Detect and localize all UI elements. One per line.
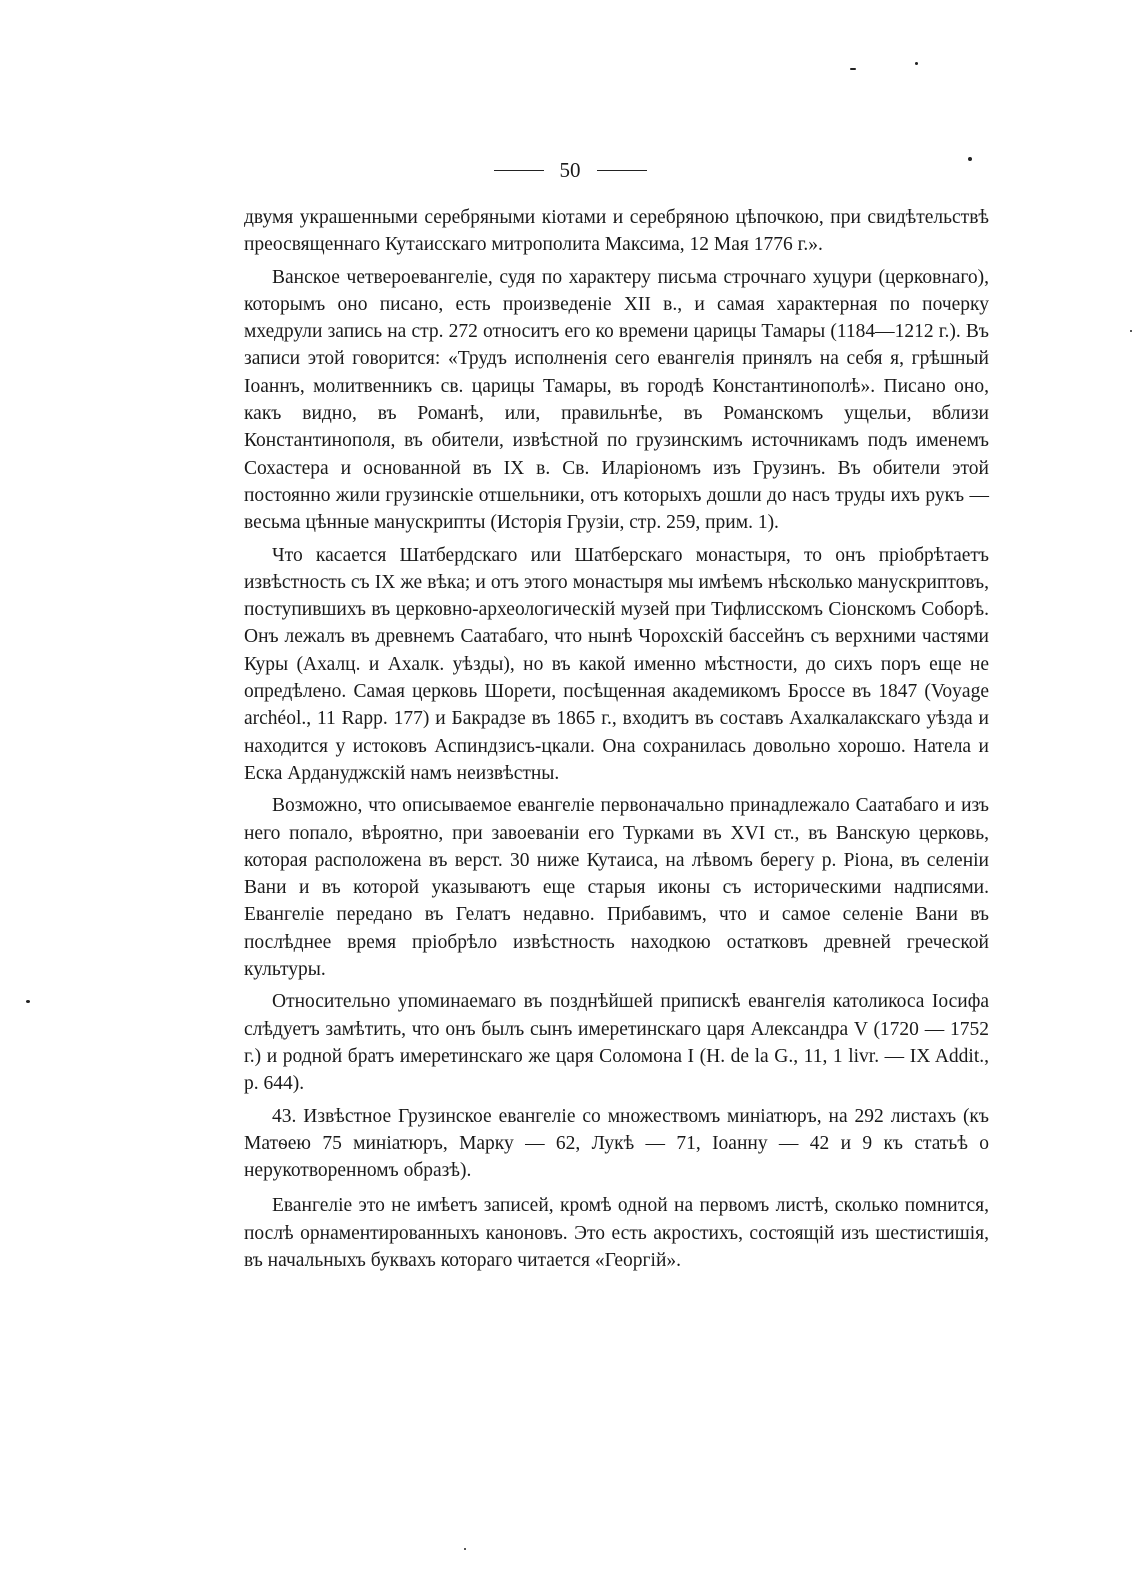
scan-speck [850,68,856,70]
scan-speck [464,1548,466,1550]
header-rule-right [597,170,647,171]
header-rule-left [494,170,544,171]
page-header [0,158,1140,182]
paragraph-7: Евангеліе это не имѣетъ записей, кромѣ одной на первомъ листѣ, сколько помнится, послѣ орнаментированныхъ каноновъ. Это есть акростихъ, состоящій изъ шестистишія, въ начальныхъ буквахъ котораго читается «Георгій». [244,1195,989,1271]
scan-speck [1130,330,1132,332]
paragraph-5: Относительно упоминаемаго въ позднѣйшей припискѣ евангелія католикоса Іосифа слѣдуетъ замѣтить, что онъ былъ сынъ имеретинскаго царя Александра V (1720 — 1752 г.) и родной братъ имеретинскаго же царя Соломона I (H. de la G., 11, 1 livr. — IX Addit., p. 644). [244,991,989,1095]
paragraph-1: двумя украшенными серебряными кіотами и серебряною цѣпочкою, при свидѣтельствѣ преосвященнаго Кутаисскаго митрополита Максима, 12 Мая 1776 г.». [244,207,989,256]
page-number: 50 [559,158,581,182]
scan-speck [968,157,972,161]
paragraph-4: Возможно, что описываемое евангеліе первоначально принадлежало Саатабаго и изъ него попало, вѣроятно, при завоеваніи его Турками въ XVI ст., въ Ванскую церковь, которая расположена въ верст. 30 ниже Кутаиса, на лѣвомъ берегу р. Ріона, въ селеніи Вани и въ которой указываютъ еще старыя иконы съ историческими надписями. Евангеліе передано въ Гелатъ недавно. Прибавимъ, что и самое селеніе Вани въ послѣднее время пріобрѣло извѣстность находкою остатковъ древней греческой культуры. [244,795,989,981]
paragraph-3: Что касается Шатбердскаго или Шатберскаго монастыря, то онъ пріобрѣтаетъ извѣстность съ IX же вѣка; и отъ этого монастыря мы имѣемъ нѣсколько манускриптовъ, поступившихъ въ церковно-археологическій музей при Тифлисскомъ Сіонскомъ Соборѣ. Онъ лежалъ въ древнемъ Саатабаго, что нынѣ Чорохскій бассейнъ съ верхними частями Куры (Ахалц. и Ахалк. уѣзды), но въ какой именно мѣстности, до сихъ поръ еще не опредѣлено. Самая церковь Шорети, посѣщенная академикомъ Броссе въ 1847 (Voyage archéol., 11 Rapp. 177) и Бакрадзе въ 1865 г., входитъ въ составъ Ахалкалакскаго уѣзда и находится у истоковъ Аспиндзисъ-цкали. Она сохранилась довольно хорошо. Натела и Еска Ардануджскій намъ неизвѣстны. [244,544,989,784]
page-body [244,204,989,1279]
paragraph-6: 43. Извѣстное Грузинское евангеліе со множествомъ миніатюръ, на 292 листахъ (къ Матѳею 75 миніатюръ, Марку — 62, Лукѣ — 71, Іоанну — 42 и 9 къ статьѣ о нерукотворенномъ образѣ). [244,1105,989,1182]
paragraph-2: Ванское четвероевангеліе, судя по характеру письма строчнаго хуцури (церковнаго), которымъ оно писано, есть произведеніе XII в., и самая характерная по почерку мхедрули запись на стр. 272 относитъ его ко времени царицы Тамары (1184—1212 г.). Въ записи этой говорится: «Трудъ исполненія сего евангелія принялъ на себя я, грѣшный Іоаннъ, молитвенникъ св. царицы Тамары, въ городѣ Константинополѣ». Писано оно, какъ видно, въ Романѣ, или, правильнѣе, въ Романскомъ ущельи, вблизи Константинополя, въ обители, извѣстной по грузинскимъ источникамъ подъ именемъ Сохастера и основанной въ IX в. Св. Иларіономъ изъ Грузинъ. Въ обители этой постоянно жили грузинскіе отшельники, отъ которыхъ дошли до насъ труды ихъ рукъ — весьма цѣнные манускрипты (Исторія Грузіи, стр. 259, прим. 1). [244,266,989,534]
scan-speck [915,62,918,65]
scan-speck [26,1000,30,1003]
